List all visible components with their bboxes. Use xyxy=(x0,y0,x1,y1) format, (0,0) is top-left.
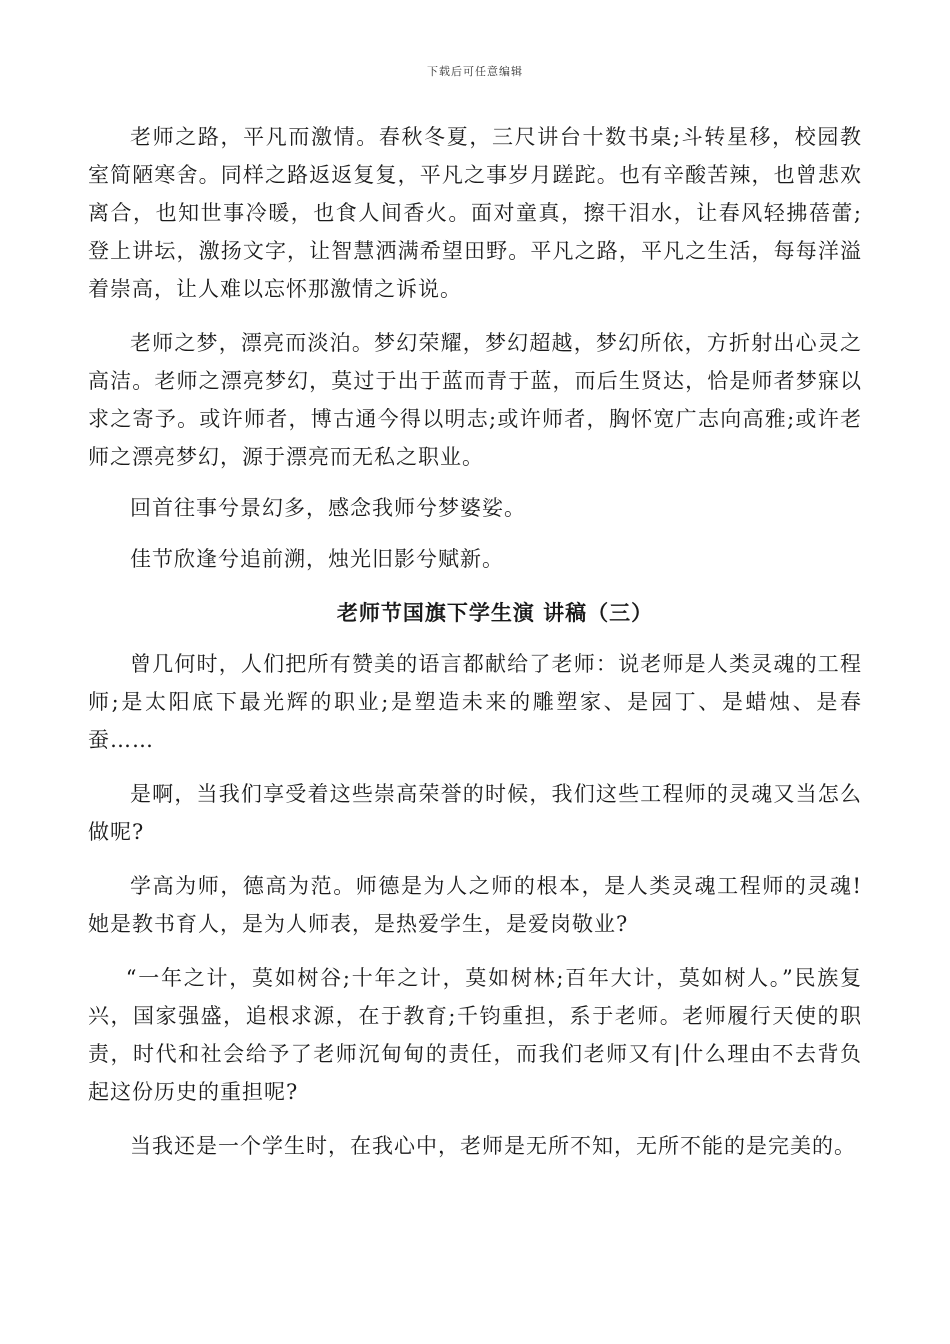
paragraph-teacher-dream: 老师之梦，漂亮而淡泊。梦幻荣耀，梦幻超越，梦幻所依，方折射出心灵之高洁。老师之漂亮梦幻，莫过于出于蓝而青于蓝，而后生贤达，恰是师者梦寐以求之寄予。或许师者，博古通今得以明志;或许师者，胸怀宽广志向高雅;或许老师之漂亮梦幻，源于漂亮而无私之职业。 xyxy=(88,331,862,469)
page-header: 下载后可任意编辑 xyxy=(427,65,523,78)
paragraph-question: 是啊，当我们享受着这些崇高荣誉的时候，我们这些工程师的灵魂又当怎么做呢? xyxy=(88,782,862,844)
paragraph-praise: 曾几何时，人们把所有赞美的语言都献给了老师：说老师是人类灵魂的工程师;是太阳底下最光辉的职业;是塑造未来的雕塑家、是园丁、是蜡烛、是春蚕…… xyxy=(88,652,862,752)
paragraph-verse-1: 回首往事兮景幻多，感念我师兮梦婆娑。 xyxy=(130,496,526,520)
paragraph-virtue: 学高为师，德高为范。师德是为人之师的根本，是人类灵魂工程师的灵魂!她是教书育人，是为人师表，是热爱学生，是爱岗敬业? xyxy=(88,874,862,936)
paragraph-quote: “一年之计，莫如树谷;十年之计，莫如树林;百年大计，莫如树人。”民族复兴，国家强盛，追根求源，在于教育;千钧重担，系于老师。老师履行天使的职责，时代和社会给予了老师沉甸甸的责任，而我们老师又有|什么理由不去背负起这份历史的重担呢? xyxy=(88,966,862,1104)
paragraph-student-memory: 当我还是一个学生时，在我心中，老师是无所不知，无所不能的是完美的。 xyxy=(130,1134,856,1158)
section-heading: 老师节国旗下学生演 讲稿（三） xyxy=(336,600,654,625)
document-body xyxy=(88,118,862,1165)
paragraph-teacher-road: 老师之路，平凡而激情。春秋冬夏，三尺讲台十数书桌;斗转星移，校园教室简陋寒舍。同样之路返返复复，平凡之事岁月蹉跎。也有辛酸苦辣，也曾悲欢离合，也知世事冷暖，也食人间香火。面对童真，擦干泪水，让春风轻拂蓓蕾;登上讲坛，激扬文字，让智慧洒满希望田野。平凡之路，平凡之生活，每每洋溢着崇高，让人难以忘怀那激情之诉说。 xyxy=(88,125,862,301)
paragraph-verse-2: 佳节欣逢兮追前溯，烛光旧影兮赋新。 xyxy=(130,547,504,571)
